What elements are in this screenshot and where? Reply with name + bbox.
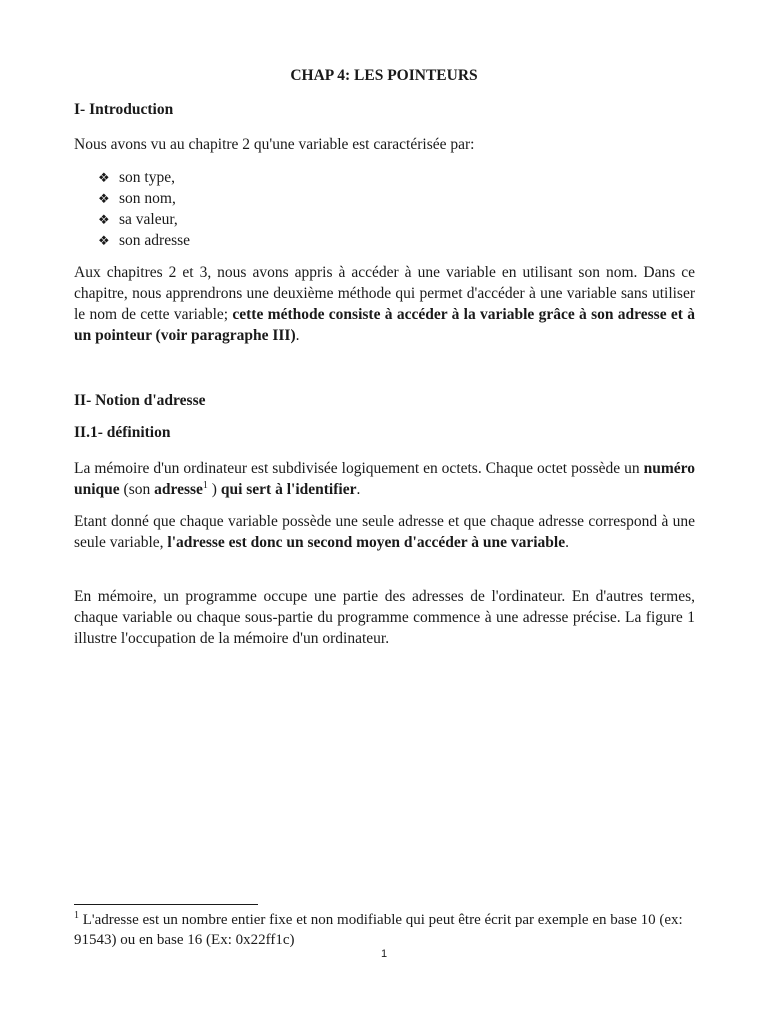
footnote-separator [74,904,258,905]
paragraph-text: Aux chapitres 2 et 3, nous avons appris à accéder à une variable en utilisant son nom. Dans ce chapitre, nous apprendrons une deuxième méthode qui permet d'accéder à une variable sans utiliser le nom de cette variable; [74,264,695,323]
paragraph-text: . [565,534,569,551]
paragraph-text: (son [119,481,155,498]
list-item-text: son nom, [119,190,176,207]
paragraph-text: La mémoire d'un ordinateur est subdivisée logiquement en octets. Chaque octet possède un [74,460,644,477]
paragraph-text: Etant donné que chaque variable possède une seule adresse et que chaque adresse correspond à une seule variable, [74,513,695,551]
list-item [98,230,190,251]
bold-emphasis: l'adresse est donc un second moyen d'accéder à une variable [167,534,566,551]
paragraph-text: . [356,481,361,498]
definition-paragraph-3: En mémoire, un programme occupe une partie des adresses de l'ordinateur. En d'autres termes, chaque variable ou chaque sous-partie du programme commence à une adresse précise. La figure 1 illustre l'occupation de la mémoire d'un ordinateur. [74,588,695,647]
characteristics-list [98,167,190,251]
chapter-title: CHAP 4: LES POINTEURS [290,67,478,84]
list-item-text: son adresse [119,232,191,249]
four-diamond-bullet-icon: ❖ [98,212,110,227]
definition-paragraph-2 [74,511,695,553]
footnote-text: L'adresse est un nombre entier fixe et non modifiable qui peut être écrit par exemple en base 10 (ex: 91543) ou en base 16 (Ex: 0x22ff1c) [74,912,683,948]
paragraph-text: . [295,327,300,344]
subsection-heading-definition: II.1- définition [74,424,171,441]
definition-paragraph-1 [74,458,695,500]
list-item-text: sa valeur, [119,211,178,228]
bold-emphasis: numéro unique [74,460,695,498]
footnote-reference: 1 [202,479,208,491]
page-number: 1 [380,948,388,960]
intro-paragraph: Nous avons vu au chapitre 2 qu'une variable est caractérisée par: [74,136,475,153]
paragraph-text: ) [207,481,221,498]
bold-emphasis: cette méthode consiste à accéder à la variable grâce à son adresse et à un pointeur (voir paragraphe III) [74,306,695,344]
four-diamond-bullet-icon: ❖ [98,191,110,206]
list-item [98,188,190,209]
introduction-paragraph-2 [74,262,695,346]
list-item-text: son type, [119,169,175,186]
bold-emphasis: qui sert à l'identifier [220,481,357,498]
footnote-marker: 1 [74,910,79,921]
four-diamond-bullet-icon: ❖ [98,233,110,248]
bold-emphasis: adresse [154,481,203,498]
footnote [74,910,695,950]
section-heading-notion-adresse: II- Notion d'adresse [74,392,206,409]
list-item [98,167,190,188]
section-heading-introduction: I- Introduction [74,101,174,118]
list-item [98,209,190,230]
four-diamond-bullet-icon: ❖ [98,170,110,185]
